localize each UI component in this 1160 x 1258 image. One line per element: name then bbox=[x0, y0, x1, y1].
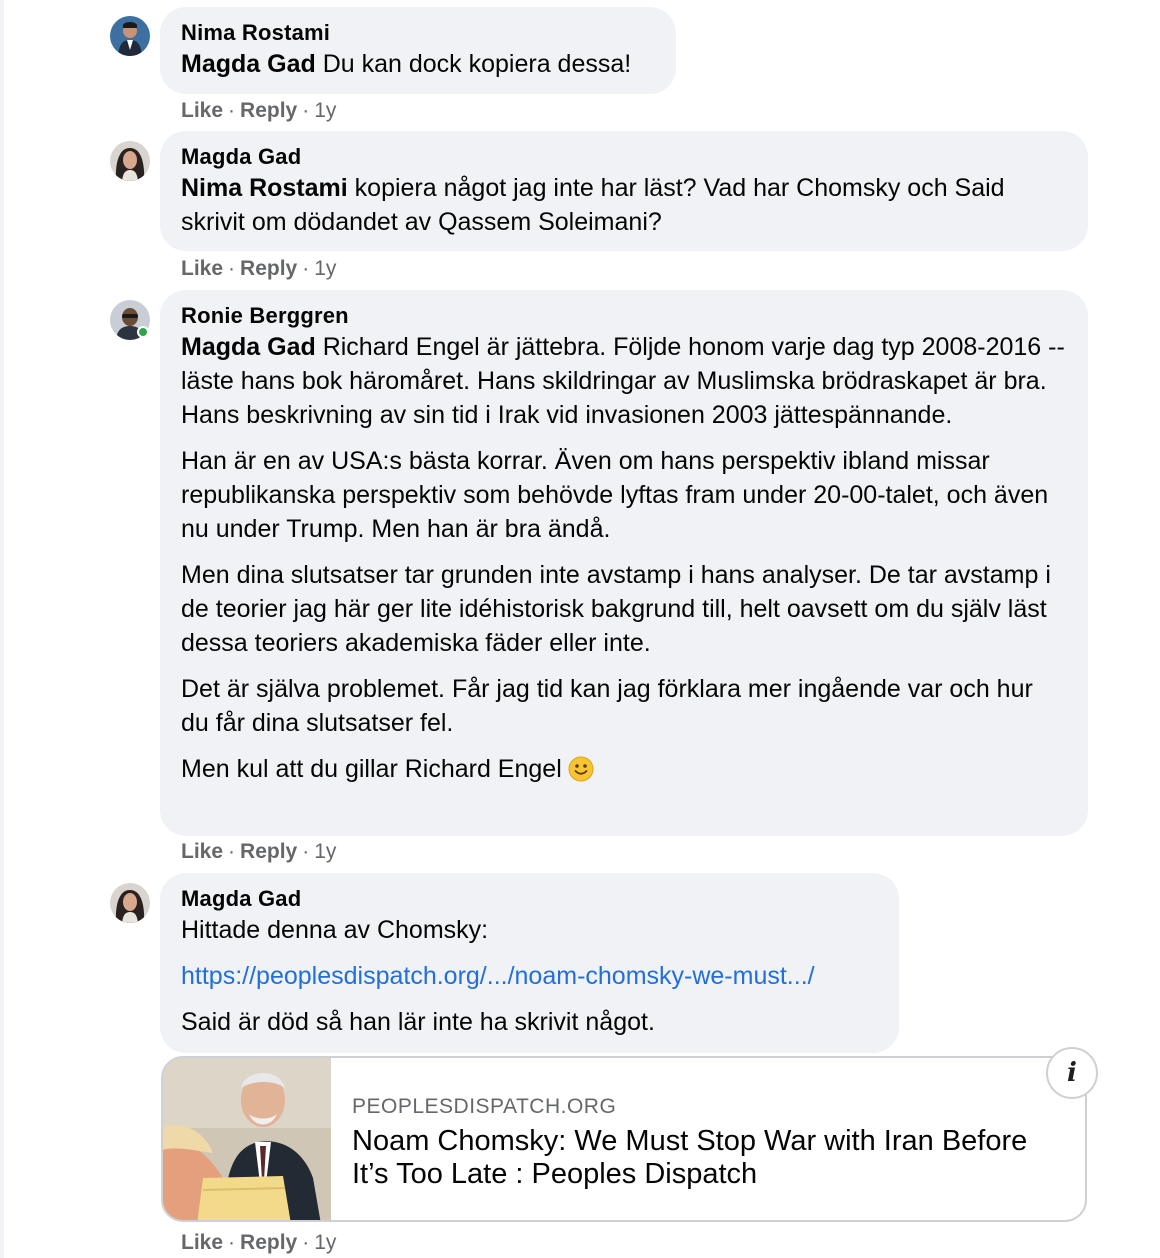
comment-actions: Like · Reply · 1y bbox=[181, 1231, 337, 1254]
comment-text: Magda Gad Du kan dock kopiera dessa! bbox=[181, 50, 632, 78]
news-photo-icon bbox=[163, 1058, 331, 1222]
comment-author[interactable]: Magda Gad bbox=[181, 144, 302, 169]
comment-time[interactable]: 1y bbox=[314, 257, 337, 280]
link-preview-image bbox=[163, 1058, 331, 1222]
avatar-magda-gad[interactable] bbox=[110, 883, 150, 923]
comment-author[interactable]: Nima Rostami bbox=[181, 20, 331, 45]
slightly-smiling-face-icon bbox=[568, 756, 594, 782]
shared-url-link[interactable]: https://peoplesdispatch.org/.../noam-chomsky-we-must.../ bbox=[181, 962, 815, 990]
comment-actions: Like · Reply · 1y bbox=[181, 257, 337, 280]
online-status-icon bbox=[137, 326, 149, 338]
reply-button[interactable]: Reply bbox=[240, 257, 298, 280]
reply-button[interactable]: Reply bbox=[240, 99, 298, 122]
like-button[interactable]: Like bbox=[181, 99, 224, 122]
avatar-magda-gad[interactable] bbox=[110, 141, 150, 181]
comment-paragraph: Det är själva problemet. Får jag tid kan jag förklara mer ingående var och hur du får dina slutsatser fel. bbox=[181, 675, 1033, 737]
comment-paragraph: Hittade denna av Chomsky: bbox=[181, 916, 489, 944]
comment-paragraph: Magda Gad Richard Engel är jättebra. Följde honom varje dag typ 2008-2016 -- läste hans bok häromåret. Hans skildringar av Muslimska brödraskapet är bra. Hans beskrivning av sin tid i Irak vid invasionen 2003 jättespännande. bbox=[181, 333, 1065, 429]
like-button[interactable]: Like bbox=[181, 840, 224, 863]
user-avatar-icon bbox=[110, 141, 150, 181]
comment-author[interactable]: Ronie Berggren bbox=[181, 303, 349, 328]
link-title[interactable]: Noam Chomsky: We Must Stop War with Iran Before It’s Too Late : Peoples Dispatch bbox=[352, 1125, 1028, 1190]
link-domain: PEOPLESDISPATCH.ORG bbox=[352, 1095, 617, 1118]
comment-paragraph: Said är död så han lär inte ha skrivit något. bbox=[181, 1008, 655, 1036]
comment-paragraph: Men dina slutsatser tar grunden inte avstamp i hans analyser. De tar avstamp i de teorier jag här ger lite idéhistorisk bakgrund till, helt oavsett om du själv läst dessa teoriers akademiska fäder eller inte. bbox=[181, 561, 1051, 657]
comment-actions: Like · Reply · 1y bbox=[181, 99, 337, 122]
mention-link[interactable]: Magda Gad bbox=[181, 50, 316, 78]
comment-bubble bbox=[160, 873, 899, 1053]
info-button[interactable] bbox=[1046, 1047, 1098, 1099]
user-avatar-icon bbox=[110, 16, 150, 56]
comment-bubble bbox=[160, 290, 1088, 836]
comment-bubble bbox=[160, 131, 1088, 251]
info-icon: i bbox=[1067, 1058, 1077, 1088]
comment-paragraph: Men kul att du gillar Richard Engel bbox=[181, 752, 1067, 786]
comment-time[interactable]: 1y bbox=[314, 99, 337, 122]
comment-actions: Like · Reply · 1y bbox=[181, 840, 337, 863]
comment-time[interactable]: 1y bbox=[314, 840, 337, 863]
comment-time[interactable]: 1y bbox=[314, 1231, 337, 1254]
reply-button[interactable]: Reply bbox=[240, 840, 298, 863]
comment-paragraph: Han är en av USA:s bästa korrar. Även om hans perspektiv ibland missar republikanska perspektiv som behövde lyftas fram under 20-00-talet, och även nu under Trump. Men han är bra ändå. bbox=[181, 447, 1049, 543]
like-button[interactable]: Like bbox=[181, 1231, 224, 1254]
comment-text bbox=[181, 913, 878, 1039]
mention-link[interactable]: Magda Gad bbox=[181, 333, 316, 361]
comment-author[interactable]: Magda Gad bbox=[181, 886, 302, 911]
like-button[interactable]: Like bbox=[181, 257, 224, 280]
comment-text bbox=[181, 330, 1067, 786]
user-avatar-icon bbox=[110, 883, 150, 923]
avatar-nima-rostami[interactable] bbox=[110, 16, 150, 56]
comment-bubble bbox=[160, 7, 676, 94]
comment-text: Nima Rostami kopiera något jag inte har läst? Vad har Chomsky och Said skrivit om dödandet av Qassem Soleimani? bbox=[181, 174, 1005, 236]
reply-button[interactable]: Reply bbox=[240, 1231, 298, 1254]
link-preview-card[interactable] bbox=[161, 1056, 1087, 1222]
mention-link[interactable]: Nima Rostami bbox=[181, 174, 348, 202]
left-divider bbox=[0, 0, 4, 1258]
